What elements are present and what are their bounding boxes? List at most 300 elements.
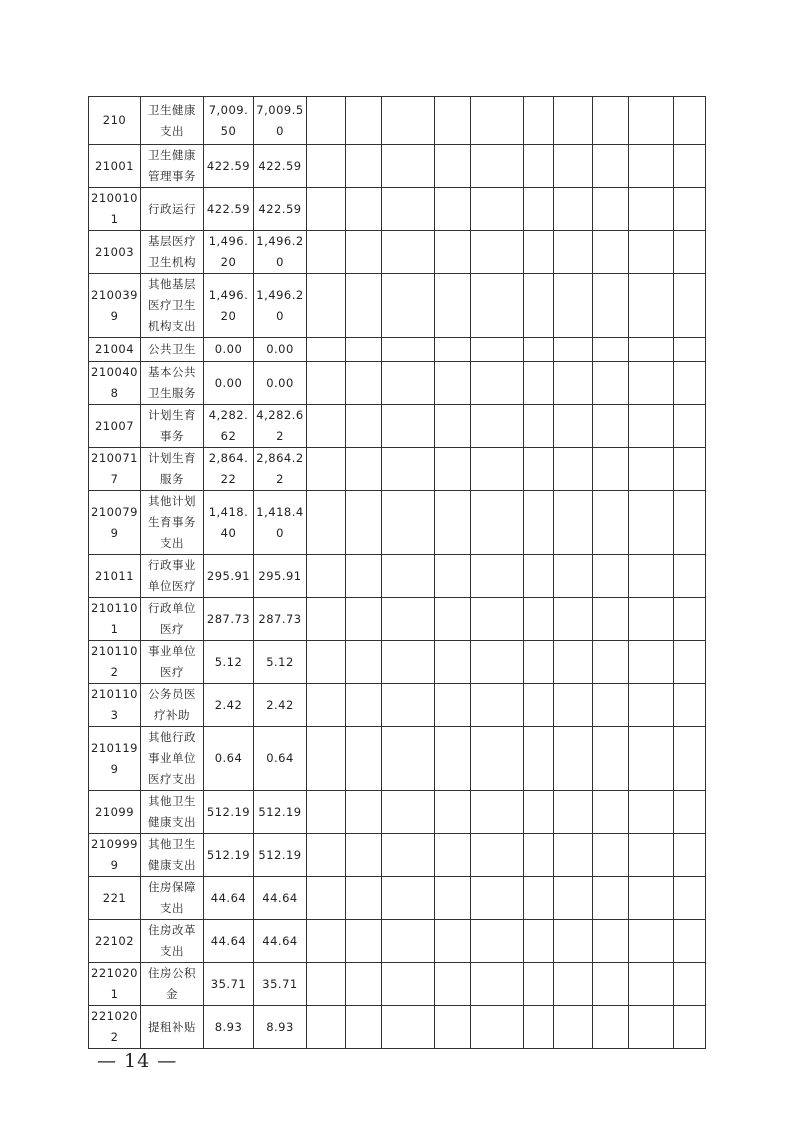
subject-name: 卫生健康管理事务	[141, 145, 204, 188]
subject-code: 2100101	[89, 188, 141, 231]
empty-cell	[346, 145, 382, 188]
empty-cell	[674, 920, 706, 963]
empty-cell	[524, 791, 554, 834]
subject-name: 住房保障支出	[141, 877, 204, 920]
empty-cell	[346, 641, 382, 684]
empty-cell	[382, 791, 435, 834]
total-amount: 1,496.20	[204, 231, 254, 274]
subject-name: 行政单位医疗	[141, 598, 204, 641]
total-amount: 2.42	[204, 684, 254, 727]
subject-code: 2100717	[89, 448, 141, 491]
empty-cell	[471, 1006, 524, 1049]
total-amount: 295.91	[204, 555, 254, 598]
empty-cell	[593, 274, 629, 338]
empty-cell	[593, 448, 629, 491]
empty-cell	[382, 920, 435, 963]
empty-cell	[382, 491, 435, 555]
empty-cell	[471, 684, 524, 727]
empty-cell	[382, 231, 435, 274]
empty-cell	[593, 963, 629, 1006]
empty-cell	[524, 641, 554, 684]
empty-cell	[593, 727, 629, 791]
empty-cell	[593, 188, 629, 231]
basic-amount: 0.00	[254, 338, 307, 362]
empty-cell	[593, 555, 629, 598]
basic-amount: 422.59	[254, 145, 307, 188]
empty-cell	[554, 555, 593, 598]
empty-cell	[435, 791, 471, 834]
empty-cell	[524, 97, 554, 145]
empty-cell	[593, 641, 629, 684]
empty-cell	[524, 555, 554, 598]
basic-amount: 2,864.22	[254, 448, 307, 491]
subject-name: 其他行政事业单位医疗支出	[141, 727, 204, 791]
empty-cell	[471, 145, 524, 188]
empty-cell	[346, 963, 382, 1006]
empty-cell	[629, 362, 674, 405]
table-row	[89, 362, 706, 405]
table-body	[89, 97, 706, 1049]
empty-cell	[629, 598, 674, 641]
empty-cell	[593, 97, 629, 145]
subject-code: 22102	[89, 920, 141, 963]
empty-cell	[593, 834, 629, 877]
total-amount: 4,282.62	[204, 405, 254, 448]
empty-cell	[554, 188, 593, 231]
empty-cell	[307, 274, 346, 338]
empty-cell	[524, 405, 554, 448]
empty-cell	[382, 338, 435, 362]
empty-cell	[307, 362, 346, 405]
page-number: — 14 —	[97, 1050, 178, 1072]
table-row	[89, 555, 706, 598]
empty-cell	[435, 188, 471, 231]
empty-cell	[307, 97, 346, 145]
empty-cell	[435, 555, 471, 598]
empty-cell	[471, 362, 524, 405]
empty-cell	[554, 405, 593, 448]
empty-cell	[382, 405, 435, 448]
table-row	[89, 338, 706, 362]
empty-cell	[471, 834, 524, 877]
empty-cell	[471, 188, 524, 231]
empty-cell	[674, 963, 706, 1006]
subject-name: 住房公积金	[141, 963, 204, 1006]
empty-cell	[554, 231, 593, 274]
empty-cell	[674, 791, 706, 834]
total-amount: 44.64	[204, 877, 254, 920]
empty-cell	[674, 491, 706, 555]
subject-name: 基本公共卫生服务	[141, 362, 204, 405]
empty-cell	[307, 555, 346, 598]
empty-cell	[629, 834, 674, 877]
empty-cell	[629, 448, 674, 491]
budget-table	[88, 96, 706, 1049]
empty-cell	[629, 231, 674, 274]
total-amount: 0.64	[204, 727, 254, 791]
empty-cell	[674, 362, 706, 405]
empty-cell	[307, 727, 346, 791]
subject-code: 2210202	[89, 1006, 141, 1049]
empty-cell	[346, 231, 382, 274]
subject-code: 2100799	[89, 491, 141, 555]
total-amount: 0.00	[204, 338, 254, 362]
empty-cell	[307, 1006, 346, 1049]
empty-cell	[524, 598, 554, 641]
empty-cell	[674, 877, 706, 920]
subject-name: 行政事业单位医疗	[141, 555, 204, 598]
empty-cell	[307, 405, 346, 448]
empty-cell	[524, 963, 554, 1006]
empty-cell	[524, 338, 554, 362]
empty-cell	[593, 491, 629, 555]
empty-cell	[524, 491, 554, 555]
empty-cell	[554, 491, 593, 555]
empty-cell	[593, 791, 629, 834]
empty-cell	[629, 405, 674, 448]
empty-cell	[435, 405, 471, 448]
table-row	[89, 727, 706, 791]
basic-amount: 1,418.40	[254, 491, 307, 555]
basic-amount: 35.71	[254, 963, 307, 1006]
empty-cell	[674, 405, 706, 448]
empty-cell	[554, 791, 593, 834]
total-amount: 422.59	[204, 145, 254, 188]
empty-cell	[382, 641, 435, 684]
empty-cell	[554, 145, 593, 188]
empty-cell	[554, 362, 593, 405]
table-row	[89, 448, 706, 491]
total-amount: 1,418.40	[204, 491, 254, 555]
subject-code: 2100408	[89, 362, 141, 405]
basic-amount: 0.64	[254, 727, 307, 791]
empty-cell	[307, 641, 346, 684]
empty-cell	[674, 188, 706, 231]
empty-cell	[471, 491, 524, 555]
empty-cell	[471, 920, 524, 963]
empty-cell	[471, 555, 524, 598]
empty-cell	[435, 834, 471, 877]
empty-cell	[382, 362, 435, 405]
table-row	[89, 405, 706, 448]
table-row	[89, 274, 706, 338]
empty-cell	[554, 641, 593, 684]
subject-code: 221	[89, 877, 141, 920]
subject-name: 公务员医疗补助	[141, 684, 204, 727]
empty-cell	[674, 727, 706, 791]
empty-cell	[382, 727, 435, 791]
empty-cell	[471, 727, 524, 791]
empty-cell	[435, 598, 471, 641]
basic-amount: 287.73	[254, 598, 307, 641]
empty-cell	[435, 338, 471, 362]
empty-cell	[471, 405, 524, 448]
empty-cell	[307, 791, 346, 834]
empty-cell	[524, 231, 554, 274]
empty-cell	[524, 684, 554, 727]
total-amount: 512.19	[204, 791, 254, 834]
empty-cell	[554, 963, 593, 1006]
empty-cell	[471, 963, 524, 1006]
empty-cell	[524, 920, 554, 963]
empty-cell	[346, 555, 382, 598]
empty-cell	[346, 448, 382, 491]
basic-amount: 2.42	[254, 684, 307, 727]
empty-cell	[593, 231, 629, 274]
empty-cell	[471, 448, 524, 491]
empty-cell	[382, 877, 435, 920]
empty-cell	[554, 727, 593, 791]
empty-cell	[629, 1006, 674, 1049]
subject-code: 21004	[89, 338, 141, 362]
subject-name: 行政运行	[141, 188, 204, 231]
empty-cell	[435, 920, 471, 963]
empty-cell	[471, 231, 524, 274]
empty-cell	[382, 448, 435, 491]
empty-cell	[629, 641, 674, 684]
empty-cell	[524, 877, 554, 920]
empty-cell	[382, 274, 435, 338]
subject-name: 提租补贴	[141, 1006, 204, 1049]
empty-cell	[554, 877, 593, 920]
empty-cell	[629, 920, 674, 963]
empty-cell	[307, 188, 346, 231]
empty-cell	[524, 274, 554, 338]
empty-cell	[629, 491, 674, 555]
table-row	[89, 188, 706, 231]
basic-amount: 512.19	[254, 791, 307, 834]
subject-code: 2101103	[89, 684, 141, 727]
empty-cell	[629, 97, 674, 145]
empty-cell	[674, 97, 706, 145]
empty-cell	[471, 274, 524, 338]
empty-cell	[524, 145, 554, 188]
empty-cell	[471, 877, 524, 920]
subject-code: 2101199	[89, 727, 141, 791]
basic-amount: 44.64	[254, 877, 307, 920]
empty-cell	[346, 97, 382, 145]
empty-cell	[307, 920, 346, 963]
total-amount: 7,009.50	[204, 97, 254, 145]
subject-name: 卫生健康支出	[141, 97, 204, 145]
empty-cell	[435, 727, 471, 791]
empty-cell	[382, 963, 435, 1006]
empty-cell	[435, 231, 471, 274]
total-amount: 287.73	[204, 598, 254, 641]
empty-cell	[382, 684, 435, 727]
empty-cell	[674, 338, 706, 362]
empty-cell	[307, 145, 346, 188]
subject-name: 基层医疗卫生机构	[141, 231, 204, 274]
empty-cell	[471, 641, 524, 684]
empty-cell	[524, 727, 554, 791]
subject-name: 事业单位医疗	[141, 641, 204, 684]
empty-cell	[629, 274, 674, 338]
empty-cell	[554, 274, 593, 338]
empty-cell	[674, 448, 706, 491]
empty-cell	[307, 963, 346, 1006]
empty-cell	[307, 834, 346, 877]
empty-cell	[346, 491, 382, 555]
total-amount: 35.71	[204, 963, 254, 1006]
empty-cell	[593, 920, 629, 963]
empty-cell	[674, 274, 706, 338]
empty-cell	[435, 491, 471, 555]
empty-cell	[346, 684, 382, 727]
subject-name: 其他基层医疗卫生机构支出	[141, 274, 204, 338]
empty-cell	[435, 1006, 471, 1049]
empty-cell	[629, 338, 674, 362]
total-amount: 2,864.22	[204, 448, 254, 491]
table-row	[89, 1006, 706, 1049]
empty-cell	[524, 188, 554, 231]
empty-cell	[471, 97, 524, 145]
empty-cell	[307, 448, 346, 491]
total-amount: 8.93	[204, 1006, 254, 1049]
empty-cell	[554, 834, 593, 877]
empty-cell	[307, 684, 346, 727]
basic-amount: 4,282.62	[254, 405, 307, 448]
empty-cell	[674, 684, 706, 727]
empty-cell	[307, 598, 346, 641]
empty-cell	[382, 188, 435, 231]
empty-cell	[346, 791, 382, 834]
empty-cell	[554, 1006, 593, 1049]
empty-cell	[307, 338, 346, 362]
total-amount: 512.19	[204, 834, 254, 877]
empty-cell	[674, 598, 706, 641]
empty-cell	[593, 362, 629, 405]
empty-cell	[435, 963, 471, 1006]
subject-name: 其他卫生健康支出	[141, 791, 204, 834]
empty-cell	[471, 791, 524, 834]
empty-cell	[346, 405, 382, 448]
empty-cell	[346, 188, 382, 231]
empty-cell	[382, 834, 435, 877]
empty-cell	[524, 1006, 554, 1049]
empty-cell	[435, 362, 471, 405]
empty-cell	[554, 97, 593, 145]
subject-name: 计划生育事务	[141, 405, 204, 448]
total-amount: 422.59	[204, 188, 254, 231]
basic-amount: 0.00	[254, 362, 307, 405]
basic-amount: 295.91	[254, 555, 307, 598]
empty-cell	[629, 684, 674, 727]
empty-cell	[554, 448, 593, 491]
subject-code: 2101102	[89, 641, 141, 684]
subject-code: 2210201	[89, 963, 141, 1006]
empty-cell	[524, 448, 554, 491]
empty-cell	[346, 1006, 382, 1049]
empty-cell	[593, 1006, 629, 1049]
empty-cell	[674, 231, 706, 274]
empty-cell	[674, 641, 706, 684]
empty-cell	[554, 598, 593, 641]
empty-cell	[435, 641, 471, 684]
empty-cell	[307, 231, 346, 274]
empty-cell	[554, 684, 593, 727]
basic-amount: 1,496.20	[254, 274, 307, 338]
subject-code: 21001	[89, 145, 141, 188]
subject-code: 210	[89, 97, 141, 145]
empty-cell	[346, 362, 382, 405]
empty-cell	[435, 448, 471, 491]
subject-code: 2109999	[89, 834, 141, 877]
empty-cell	[435, 274, 471, 338]
empty-cell	[629, 145, 674, 188]
empty-cell	[346, 598, 382, 641]
empty-cell	[593, 684, 629, 727]
empty-cell	[435, 684, 471, 727]
empty-cell	[346, 727, 382, 791]
empty-cell	[382, 97, 435, 145]
empty-cell	[346, 274, 382, 338]
basic-amount: 512.19	[254, 834, 307, 877]
empty-cell	[382, 598, 435, 641]
empty-cell	[435, 877, 471, 920]
empty-cell	[674, 145, 706, 188]
empty-cell	[471, 598, 524, 641]
total-amount: 44.64	[204, 920, 254, 963]
empty-cell	[629, 963, 674, 1006]
empty-cell	[382, 1006, 435, 1049]
basic-amount: 422.59	[254, 188, 307, 231]
empty-cell	[593, 405, 629, 448]
empty-cell	[674, 555, 706, 598]
table-row	[89, 963, 706, 1006]
empty-cell	[524, 834, 554, 877]
empty-cell	[382, 145, 435, 188]
table-row	[89, 684, 706, 727]
subject-code: 2101101	[89, 598, 141, 641]
empty-cell	[382, 555, 435, 598]
empty-cell	[346, 338, 382, 362]
empty-cell	[629, 727, 674, 791]
table-row	[89, 877, 706, 920]
total-amount: 0.00	[204, 362, 254, 405]
empty-cell	[435, 97, 471, 145]
subject-code: 21003	[89, 231, 141, 274]
basic-amount: 44.64	[254, 920, 307, 963]
basic-amount: 8.93	[254, 1006, 307, 1049]
subject-code: 2100399	[89, 274, 141, 338]
empty-cell	[674, 834, 706, 877]
empty-cell	[629, 791, 674, 834]
basic-amount: 1,496.20	[254, 231, 307, 274]
total-amount: 1,496.20	[204, 274, 254, 338]
table-row	[89, 791, 706, 834]
empty-cell	[554, 338, 593, 362]
table-row	[89, 920, 706, 963]
empty-cell	[307, 877, 346, 920]
empty-cell	[346, 920, 382, 963]
empty-cell	[629, 877, 674, 920]
empty-cell	[471, 338, 524, 362]
empty-cell	[346, 877, 382, 920]
empty-cell	[629, 188, 674, 231]
subject-code: 21007	[89, 405, 141, 448]
table-row	[89, 231, 706, 274]
basic-amount: 7,009.50	[254, 97, 307, 145]
total-amount: 5.12	[204, 641, 254, 684]
empty-cell	[593, 338, 629, 362]
empty-cell	[307, 491, 346, 555]
empty-cell	[674, 1006, 706, 1049]
empty-cell	[435, 145, 471, 188]
basic-amount: 5.12	[254, 641, 307, 684]
table-row	[89, 834, 706, 877]
empty-cell	[524, 362, 554, 405]
